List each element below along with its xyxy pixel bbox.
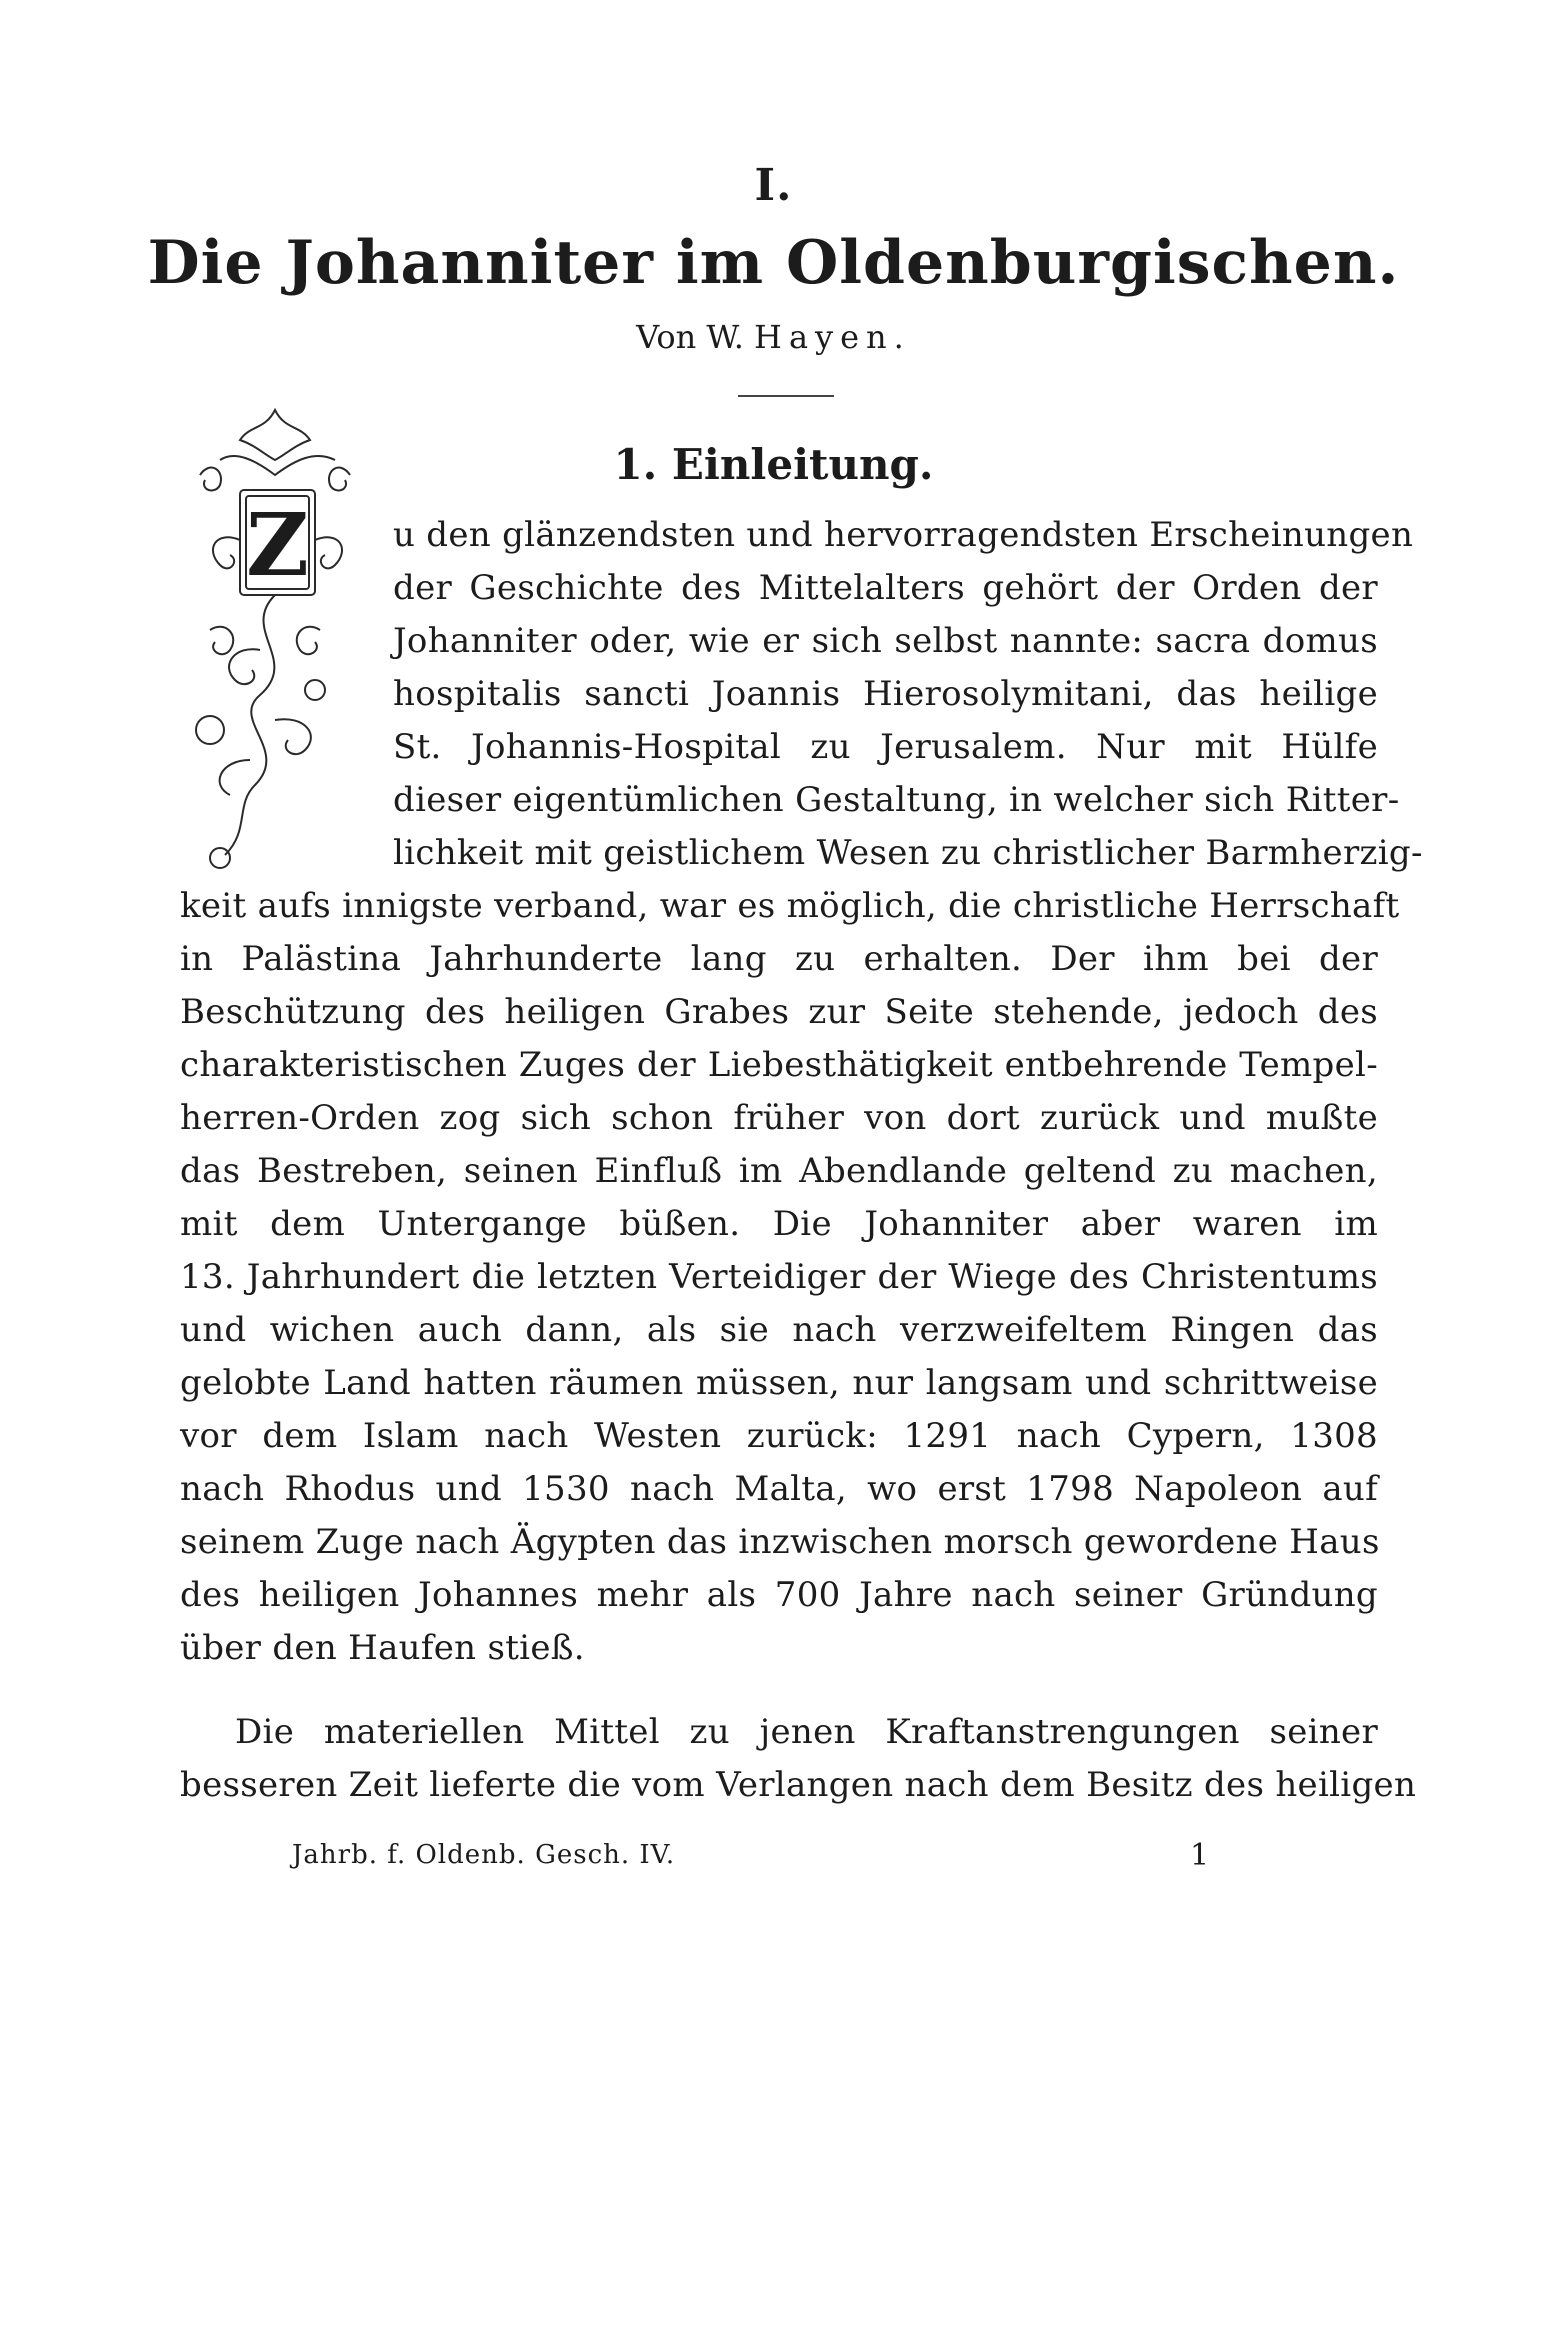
section-heading: 1. Einleitung. — [613, 440, 934, 489]
text-line: lichkeit mit geistlichem Wesen zu christlicher Barmherzig- — [393, 833, 1423, 873]
initial-letter: Z — [246, 495, 309, 596]
running-footer-journal: Jahrb. f. Oldenb. Gesch. IV. — [292, 1840, 676, 1870]
article-title: Die Johanniter im Oldenburgischen. — [147, 228, 1400, 298]
text-line: der Geschichte des Mittelalters gehört der Orden der — [393, 568, 1378, 608]
text-line: seinem Zuge nach Ägypten das inzwischen morsch gewordene Haus — [180, 1522, 1380, 1562]
byline-prefix: Von W. — [636, 318, 744, 356]
text-line: keit aufs innigste verband, war es möglich, die christliche Herrschaft — [180, 886, 1400, 926]
text-line: und wichen auch dann, als sie nach verzweifeltem Ringen das — [180, 1310, 1378, 1350]
text-line: in Palästina Jahrhunderte lang zu erhalten. Der ihm bei der — [180, 939, 1378, 979]
page-number: 1 — [1190, 1838, 1210, 1873]
text-line: gelobte Land hatten räumen müssen, nur langsam und schrittweise — [180, 1363, 1378, 1403]
text-line: mit dem Untergange büßen. Die Johanniter aber waren im — [180, 1204, 1378, 1244]
text-line: nach Rhodus und 1530 nach Malta, wo erst 1798 Napoleon auf — [180, 1469, 1378, 1509]
byline-author: Hayen. — [754, 318, 911, 356]
chapter-numeral: I. — [754, 160, 793, 211]
text-line: Beschützung des heiligen Grabes zur Seite stehende, jedoch des — [180, 992, 1378, 1032]
text-line: über den Haufen stieß. — [180, 1628, 585, 1668]
text-line: St. Johannis-Hospital zu Jerusalem. Nur mit Hülfe — [393, 727, 1378, 767]
text-line: dieser eigentümlichen Gestaltung, in welcher sich Ritter- — [393, 780, 1400, 820]
text-line: Die materiellen Mittel zu jenen Kraftanstrengungen seiner — [235, 1712, 1378, 1752]
text-line: besseren Zeit lieferte die vom Verlangen nach dem Besitz des heiligen — [180, 1765, 1417, 1805]
text-line: Johanniter oder, wie er sich selbst nannte: sacra domus — [393, 621, 1378, 661]
text-line: vor dem Islam nach Westen zurück: 1291 nach Cypern, 1308 — [180, 1416, 1378, 1456]
text-line: hospitalis sancti Joannis Hierosolymitani, das heilige — [393, 674, 1378, 714]
text-line: u den glänzendsten und hervorragendsten Erscheinungen — [393, 515, 1414, 555]
text-line: herren-Orden zog sich schon früher von dort zurück und mußte — [180, 1098, 1378, 1138]
text-line: des heiligen Johannes mehr als 700 Jahre nach seiner Gründung — [180, 1575, 1378, 1615]
text-line: das Bestreben, seinen Einfluß im Abendlande geltend zu machen, — [180, 1151, 1378, 1191]
text-line: charakteristischen Zuges der Liebesthätigkeit entbehrende Tempel- — [180, 1045, 1378, 1085]
text-line: 13. Jahrhundert die letzten Verteidiger der Wiege des Christentums — [180, 1257, 1378, 1297]
